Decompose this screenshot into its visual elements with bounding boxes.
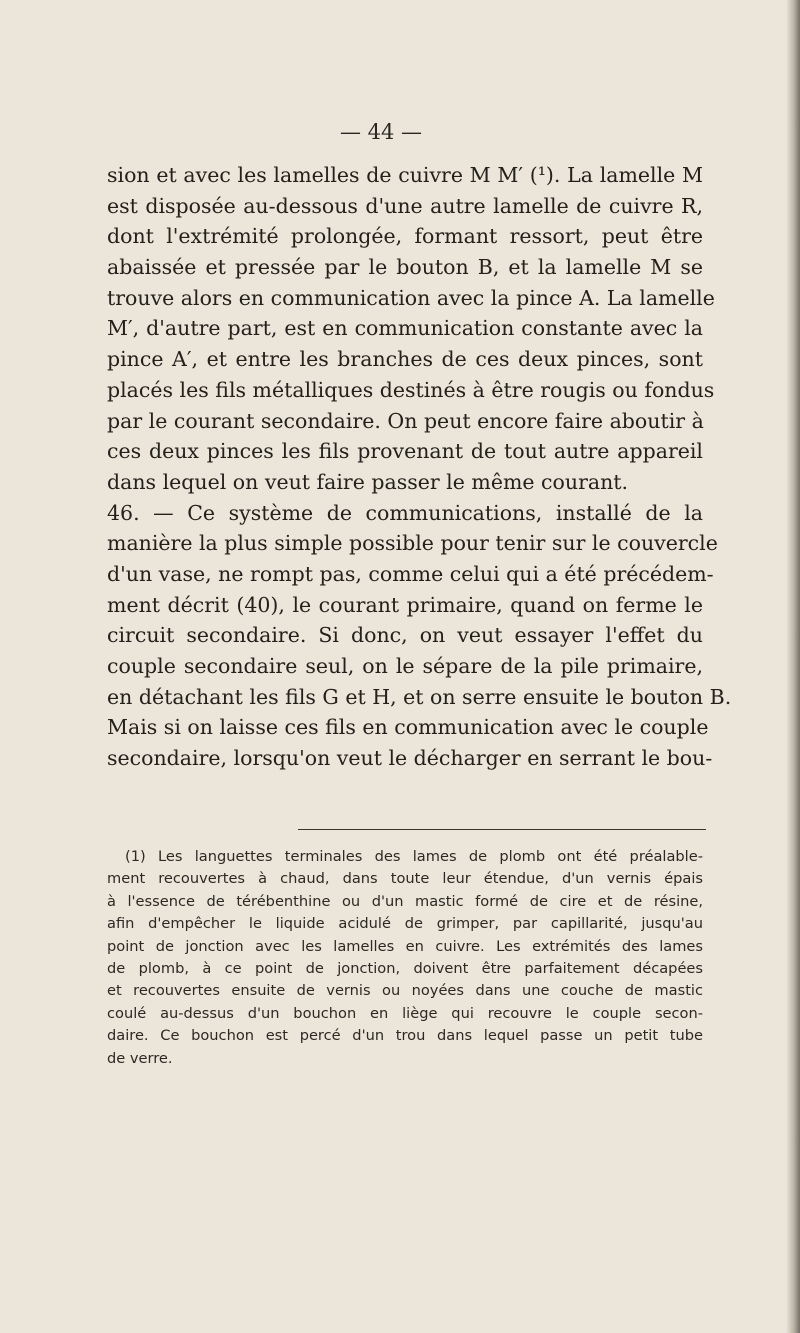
page-edge-shadow [786,0,800,1333]
footnote-line: et recouvertes ensuite de vernis ou noyées dans une couche de mastic [107,982,703,1000]
text-line: d'un vase, ne rompt pas, comme celui qui a été précédem- [107,561,714,586]
text-line: est disposée au-dessous d'une autre lamelle de cuivre R, [107,193,703,218]
footnote-line: point de jonction avec les lamelles en cuivre. Les extrémités des lames [107,937,703,955]
text-line: en détachant les fils G et H, et on serre ensuite le bouton B. [107,684,732,709]
text-line: sion et avec les lamelles de cuivre M M′ (¹). La lamelle M [107,163,703,187]
footnote-line: de verre. [107,1049,173,1067]
footnote-line: coulé au-dessus d'un bouchon en liège qui recouvre le couple secon- [107,1004,703,1022]
footnote-line: afin d'empêcher le liquide acidulé de grimper, par capillarité, jusqu'au [107,915,703,933]
footnote-line: (1) Les languettes terminales des lames de plomb ont été préalable- [125,848,703,865]
footnote-line: daire. Ce bouchon est percé d'un trou dans lequel passe un petit tube [107,1027,703,1045]
text-line: secondaire, lorsqu'on veut le décharger en serrant le bou- [107,746,713,771]
text-line: Mais si on laisse ces fils en communication avec le couple [107,715,709,740]
text-line: couple secondaire seul, on le sépare de la pile primaire, [107,654,703,678]
text-line: ment décrit (40), le courant primaire, quand on ferme le [107,592,703,617]
footnote-line: de plomb, à ce point de jonction, doivent être parfaitement décapées [107,959,703,977]
text-line: trouve alors en communication avec la pince A. La lamelle [107,285,715,310]
text-line: ces deux pinces les fils provenant de tout autre appareil [107,439,703,464]
text-line: circuit secondaire. Si donc, on veut essayer l'effet du [107,623,703,648]
text-line: dans lequel on veut faire passer le même courant. [107,469,629,494]
text-line: placés les fils métalliques destinés à être rougis ou fondus [107,377,715,402]
footnote [107,846,703,1070]
text-line: pince A′, et entre les branches de ces deux pinces, sont [107,347,703,372]
text-line: par le courant secondaire. On peut encore faire aboutir à [107,408,704,433]
text-line: 46. — Ce système de communications, installé de la [107,500,703,525]
text-line: dont l'extrémité prolongée, formant ressort, peut être [107,224,703,249]
footnote-line: ment recouvertes à chaud, dans toute leur étendue, d'un vernis épais [107,870,703,888]
main-text [107,160,732,774]
page-number: — 44 — [339,120,423,144]
footnote-rule [298,829,706,830]
text-line: M′, d'autre part, est en communication constante avec la [107,316,703,341]
text-line: manière la plus simple possible pour tenir sur le couvercle [107,531,718,556]
text-line: abaissée et pressée par le bouton B, et la lamelle M se [107,255,703,280]
footnote-line: à l'essence de térébenthine ou d'un mastic formé de cire et de résine, [107,892,703,910]
